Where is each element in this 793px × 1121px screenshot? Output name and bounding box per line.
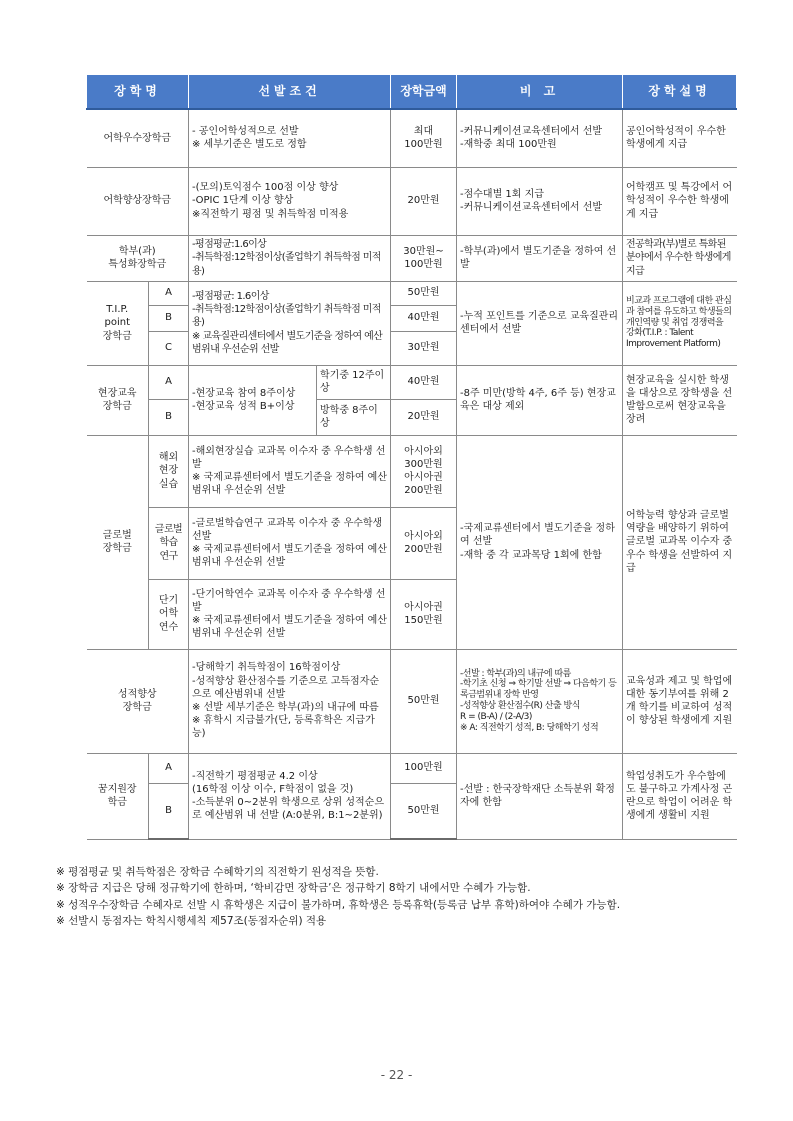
scholarship-name: 꿈지원장 학금 — [87, 753, 149, 839]
amount: 40만원 — [391, 305, 457, 331]
selection-condition: -단기어학연수 교과목 이수자 중 우수학생 선발 ※ 국제교류센터에서 별도기준을 정하여 예산 범위내 우선순위 선발 — [189, 579, 391, 649]
selection-condition: -당해학기 취득학점이 16학점이상 -성적향상 환산점수를 기준으로 고득점자순으로 예산범위내 선발 ※ 선발 세부기준은 학부(과)의 내규에 따름 ※ 휴학시 지급불가(단, 등록휴학은 지급가능) — [189, 649, 391, 753]
amount: 30만원 — [391, 331, 457, 365]
table-row — [87, 235, 737, 281]
description: 공인어학성적이 우수한 학생에게 지급 — [623, 109, 737, 167]
field-duration: 학기중 12주이상 — [317, 365, 391, 399]
grade-label: A — [149, 365, 189, 399]
selection-condition: -평점평균:1.6이상 -취득학점:12학점이상(졸업학기 취득학점 미적용) — [189, 235, 391, 281]
description: 어학캠프 및 특강에서 어학성적이 우수한 학생에게 지급 — [623, 167, 737, 235]
field-duration: 방학중 8주이상 — [317, 399, 391, 435]
program-label: 단기 어학 연수 — [149, 579, 189, 649]
amount: 100만원 — [391, 753, 457, 783]
amount: 아시아권 150만원 — [391, 579, 457, 649]
header-description: 장학설명 — [623, 75, 737, 110]
scholarship-name: 어학우수장학금 — [87, 109, 189, 167]
amount: 30만원~ 100만원 — [391, 235, 457, 281]
description: 비교과 프로그램에 대한 관심과 참여를 유도하고 학생들의 개인역량 및 취업 경쟁력을 강화(T.I.P. : Talent Improvement Platform) — [623, 281, 737, 365]
description: 현장교육을 실시한 학생을 대상으로 장학생을 선발함으로써 현장교육을 장려 — [623, 365, 737, 435]
grade-label: B — [149, 783, 189, 839]
remark: -점수대별 1회 지급 -커뮤니케이션교육센터에서 선발 — [457, 167, 623, 235]
amount: 최대 100만원 — [391, 109, 457, 167]
scholarship-name: 어학향상장학금 — [87, 167, 189, 235]
table-row — [87, 167, 737, 235]
description: 학업성취도가 우수함에도 불구하고 가계사정 곤란으로 학업이 어려운 학생에게 생활비 지원 — [623, 753, 737, 839]
selection-condition: - 공인어학성적으로 선발 ※ 세부기준은 별도로 정함 — [189, 109, 391, 167]
table-row — [87, 365, 737, 399]
grade-label: B — [149, 305, 189, 331]
amount: 20만원 — [391, 167, 457, 235]
header-name: 장학명 — [87, 75, 189, 110]
remark: -국제교류센터에서 별도기준을 정하여 선발 -재학 중 각 교과목당 1회에 한함 — [457, 435, 623, 649]
selection-condition: -현장교육 참여 8주이상 -현장교육 성적 B+이상 — [189, 365, 317, 435]
footnote: ※ 선발시 동점자는 학칙시행세칙 제57조(동점자순위) 적용 — [56, 914, 327, 927]
selection-condition: -평점평균: 1.6이상 -취득학점:12학점이상(졸업학기 취득학점 미적용) ※ 교육질관리센터에서 별도기준을 정하여 예산 범위내 우선순위 선발 — [189, 281, 391, 365]
header-condition: 선발조건 — [189, 75, 391, 110]
amount: 50만원 — [391, 783, 457, 839]
selection-condition: -글로벌학습연구 교과목 이수자 중 우수학생 선발 ※ 국제교류센터에서 별도기준을 정하여 예산 범위내 우선순위 선발 — [189, 507, 391, 579]
header-note: 비 고 — [457, 75, 623, 110]
amount: 아시아외 200만원 — [391, 507, 457, 579]
footnote: ※ 장학금 지급은 당해 정규학기에 한하며, ‘학비감면 장학금’은 정규학기 8학기 내에서만 수혜가 가능함. — [56, 882, 531, 895]
amount: 50만원 — [391, 281, 457, 305]
description: 어학능력 향상과 글로벌 역량을 배양하기 위하여 글로벌 교과목 이수자 중 우수 학생을 선발하여 지급 — [623, 435, 737, 649]
program-label: 해외 현장 실습 — [149, 435, 189, 507]
footnote: ※ 성적우수장학금 수혜자로 선발 시 휴학생은 지급이 불가하며, 휴학생은 등록휴학(등록금 납부 휴학)하여야 수혜가 가능함. — [56, 898, 621, 911]
table-row — [87, 649, 737, 753]
scholarship-name: 현장교육 장학금 — [87, 365, 149, 435]
amount: 아시아외 300만원 아시아권 200만원 — [391, 435, 457, 507]
page-number: - 22 - — [380, 1068, 413, 1082]
description: 전공학과(부)별로 특화된 분야에서 우수한 학생에게 지급 — [623, 235, 737, 281]
remark: -학부(과)에서 별도기준을 정하여 선발 — [457, 235, 623, 281]
selection-condition: -(모의)토익점수 100점 이상 향상 -OPIC 1단계 이상 향상 ※직전학기 평점 및 취득학점 미적용 — [189, 167, 391, 235]
table-row — [87, 281, 737, 305]
header-row — [87, 75, 737, 110]
scholarship-name: 학부(과) 특성화장학금 — [87, 235, 189, 281]
table-row — [87, 109, 737, 167]
scholarship-name: 성적향상 장학금 — [87, 649, 189, 753]
remark: -누적 포인트를 기준으로 교육질관리센터에서 선발 — [457, 281, 623, 365]
grade-label: B — [149, 399, 189, 435]
table-row — [87, 753, 737, 783]
grade-label: A — [149, 753, 189, 783]
table-row — [87, 435, 737, 507]
grade-label: A — [149, 281, 189, 305]
remark: -커뮤니케이션교육센터에서 선발 -재학중 최대 100만원 — [457, 109, 623, 167]
selection-condition: -직전학기 평점평균 4.2 이상 (16학점 이상 이수, F학점이 없을 것) -소득분위 0~2분위 학생으로 상위 성적순으로 예산범위 내 선발 (A:0분위, B:1~2분위) — [189, 753, 391, 839]
footnotes — [56, 864, 756, 929]
scholarship-name: 글로벌 장학금 — [87, 435, 149, 649]
grade-label: C — [149, 331, 189, 365]
remark: -선발 : 학부(과)의 내규에 따름 -학기초 신청 ⇒ 학기말 선발 ⇒ 다음학기 등록금범위내 장학 반영 -성적향상 환산점수(R) 산출 방식 R = (B-A) / (2-A/3) ※ A: 직전학기 성적, B: 당해학기 성적 — [457, 649, 623, 753]
amount: 20만원 — [391, 399, 457, 435]
scholarship-table — [86, 74, 737, 840]
description: 교육성과 제고 및 학업에 대한 동기부여를 위해 2개 학기를 비교하여 성적이 향상된 학생에게 지원 — [623, 649, 737, 753]
selection-condition: -해외현장실습 교과목 이수자 중 우수학생 선발 ※ 국제교류센터에서 별도기준을 정하여 예산 범위내 우선순위 선발 — [189, 435, 391, 507]
header-amount: 장학금액 — [391, 75, 457, 110]
remark: -선발 : 한국장학재단 소득분위 확정자에 한함 — [457, 753, 623, 839]
program-label: 글로벌 학습 연구 — [149, 507, 189, 579]
remark: -8주 미만(방학 4주, 6주 등) 현장교육은 대상 제외 — [457, 365, 623, 435]
amount: 50만원 — [391, 649, 457, 753]
footnote: ※ 평점평균 및 취득학점은 장학금 수혜학기의 직전학기 원성적을 뜻함. — [56, 866, 379, 878]
amount: 40만원 — [391, 365, 457, 399]
scholarship-name: T.I.P. point 장학금 — [87, 281, 149, 365]
